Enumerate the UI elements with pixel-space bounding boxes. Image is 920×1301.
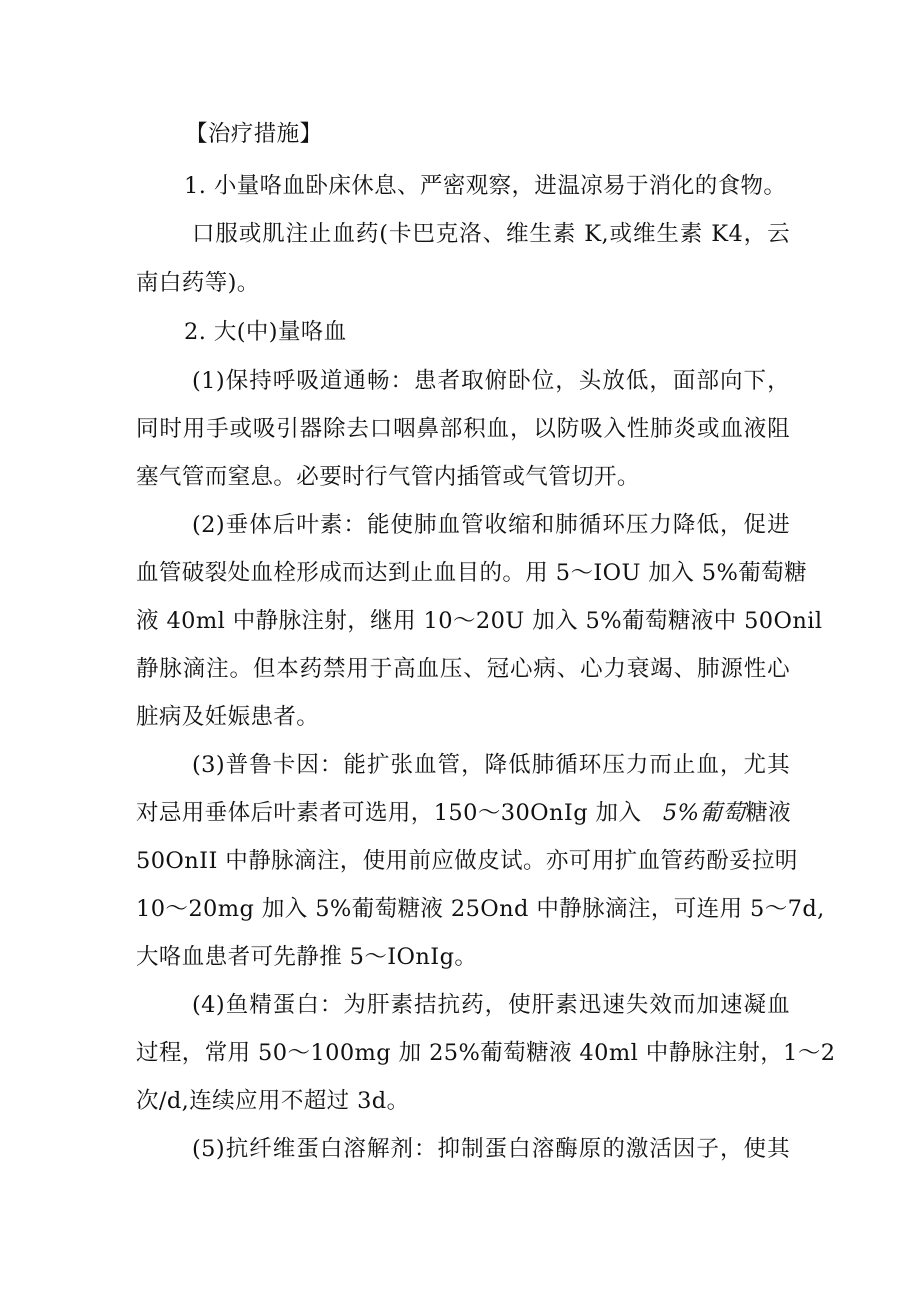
paragraph-line: 口服或肌注止血药(卡巴克洛、维生素 K,或维生素 K4，云 bbox=[192, 221, 790, 247]
paragraph-line: (1)保持呼吸道通畅：患者取俯卧位，头放低，面部向下， bbox=[192, 368, 790, 394]
paragraph-line: 塞气管而窒息。必要时行气管内插管或气管切开。 bbox=[136, 464, 640, 490]
paragraph-line: (4)鱼精蛋白：为肝素拮抗药，使肝素迅速失效而加速凝血 bbox=[192, 992, 790, 1018]
paragraph-line: 南白药等)。 bbox=[136, 270, 260, 296]
paragraph-line: 2. 大(中)量咯血 bbox=[184, 319, 347, 345]
paragraph-line: 10～20mg 加入 5%葡萄糖液 25Ond 中静脉滴注，可连用 5～7d, bbox=[136, 896, 825, 922]
paragraph-line: 脏病及妊娠患者。 bbox=[136, 704, 320, 730]
paragraph-line: 过程，常用 50～100mg 加 25%葡萄糖液 40ml 中静脉注射，1～2 bbox=[136, 1040, 836, 1066]
paragraph-line: 同时用手或吸引器除去口咽鼻部积血，以防吸入性肺炎或血液阻 bbox=[136, 416, 790, 442]
paragraph-line bbox=[136, 798, 790, 828]
paragraph-line: 50OnII 中静脉滴注，使用前应做皮试。亦可用扩血管药酚妥拉明 bbox=[136, 848, 798, 874]
paragraph-line: (3)普鲁卡因：能扩张血管，降低肺循环压力而止血，尤其 bbox=[192, 752, 790, 778]
paragraph-line: 1. 小量咯血卧床休息、严密观察，进温凉易于消化的食物。 bbox=[184, 173, 787, 199]
text-run: 对忌用垂体后叶素者可选用，150～30OnIg 加入 bbox=[136, 800, 642, 826]
paragraph-line: 次/d,连续应用不超过 3d。 bbox=[136, 1088, 410, 1114]
paragraph-line: (2)垂体后叶素：能使肺血管收缩和肺循环压力降低，促进 bbox=[192, 512, 790, 538]
paragraph-line: 静脉滴注。但本药禁用于高血压、冠心病、心力衰竭、肺源性心 bbox=[136, 656, 790, 682]
section-heading: 【治疗措施】 bbox=[185, 121, 323, 147]
paragraph-line: (5)抗纤维蛋白溶解剂：抑制蛋白溶酶原的激活因子，使其 bbox=[192, 1136, 790, 1162]
paragraph-line: 液 40ml 中静脉注射，继用 10～20U 加入 5%葡萄糖液中 50Onil bbox=[136, 608, 823, 634]
paragraph-line: 血管破裂处血栓形成而达到止血目的。用 5～IOU 加入 5%葡萄糖 bbox=[136, 560, 807, 586]
text-run: 糖液 bbox=[745, 800, 792, 826]
paragraph-line: 大咯血患者可先静推 5～IOnIg。 bbox=[136, 944, 478, 970]
italic-text-run: 5%葡萄 bbox=[662, 800, 746, 826]
